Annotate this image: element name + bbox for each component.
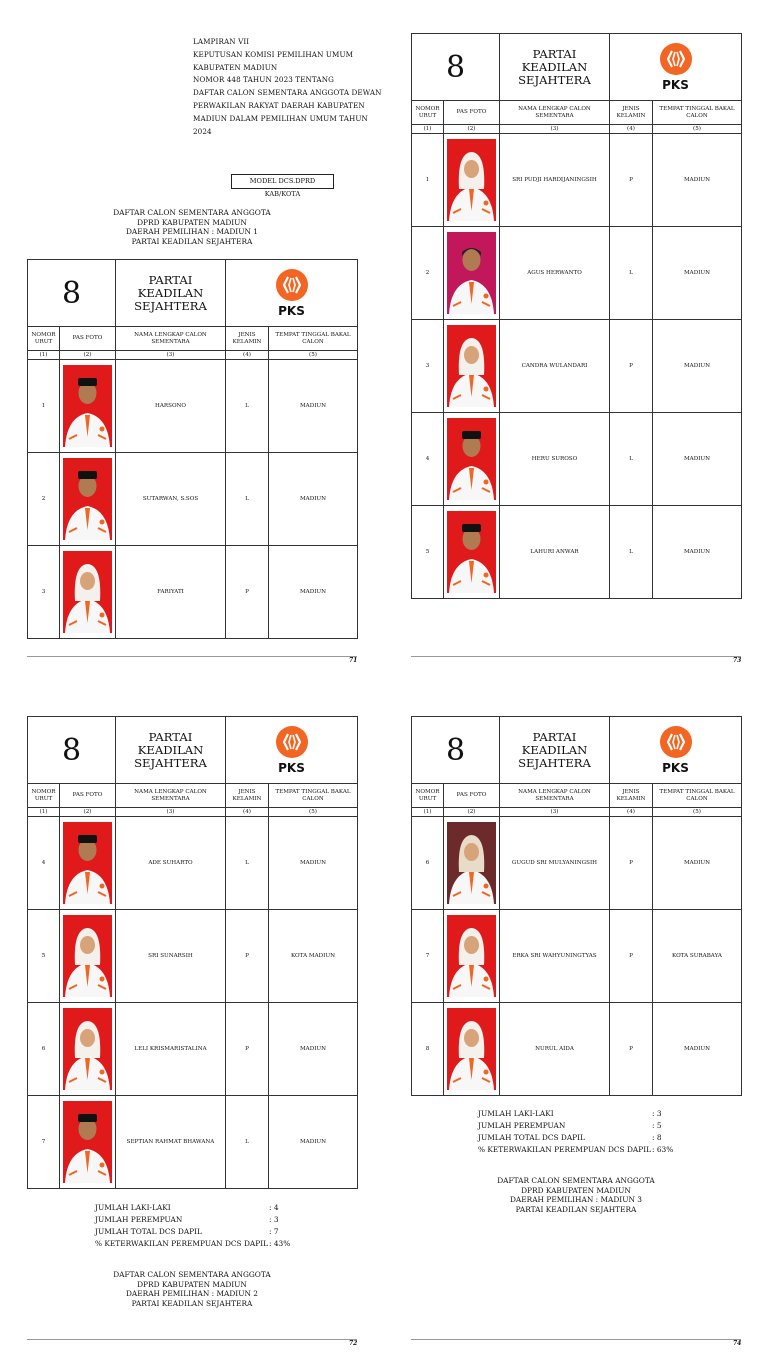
caption-line: DAERAH PEMILIHAN : MADIUN 1 [126, 227, 258, 237]
candidate-number: 7 [412, 910, 444, 1003]
candidate-gender: P [610, 320, 653, 413]
candidate-residence: KOTA MADIUN [269, 910, 358, 1003]
col-header: KELAMIN [232, 338, 262, 345]
candidate-number: 4 [412, 413, 444, 506]
header-note [193, 36, 383, 138]
caption-line: PARTAI KEADILAN SEJAHTERA [515, 1204, 637, 1214]
col-number: (5) [653, 125, 742, 134]
header-note-line: NOMOR 448 TAHUN 2023 TENTANG [193, 75, 334, 85]
header-note-line: KEPUTUSAN KOMISI PEMILIHAN UMUM [193, 49, 354, 59]
col-header: TEMPAT TINGGAL BAKAL [659, 105, 735, 112]
summary-value: : 43% [269, 1239, 291, 1248]
col-header: URUT [34, 338, 53, 345]
col-number: (1) [28, 808, 60, 817]
column-number-row [412, 125, 742, 134]
col-number: (4) [610, 125, 653, 134]
col-number: (5) [269, 808, 358, 817]
party-logo [226, 260, 358, 327]
table-row [412, 1003, 742, 1096]
table-row [28, 910, 358, 1003]
col-header: PAS FOTO [60, 784, 116, 808]
party-header-row [412, 717, 742, 784]
col-header: JENIS [238, 331, 256, 338]
summary-value: : 7 [269, 1227, 279, 1236]
summary-value: : 3 [652, 1109, 662, 1118]
table-row [412, 910, 742, 1003]
party-name [116, 274, 225, 313]
col-header: URUT [418, 112, 437, 119]
candidate-gender: P [226, 910, 269, 1003]
pks-logo-text: PKS [278, 761, 305, 775]
table-row [412, 506, 742, 599]
col-header: PAS FOTO [60, 327, 116, 351]
col-header: KELAMIN [616, 112, 646, 119]
header-note-line: PERWAKILAN RAKYAT DAERAH KABUPATEN [193, 100, 365, 110]
candidate-number: 3 [412, 320, 444, 413]
column-header-row [412, 101, 742, 125]
col-header: NOMOR [31, 788, 56, 795]
candidate-number: 1 [412, 134, 444, 227]
col-header: TEMPAT TINGGAL BAKAL [275, 331, 351, 338]
caption-line: DPRD KABUPATEN MADIUN [137, 1279, 247, 1289]
model-label: MODEL DCS.DPRD KAB/KOTA [231, 174, 334, 189]
footer-rule [411, 1339, 741, 1340]
caption-line: PARTAI KEADILAN SEJAHTERA [131, 1298, 253, 1308]
summary-dapil-3 [478, 1108, 728, 1158]
party-logo [610, 717, 742, 784]
table-row [412, 134, 742, 227]
table-row [412, 817, 742, 910]
col-number: (1) [28, 351, 60, 360]
summary-value: : 3 [269, 1215, 279, 1224]
summary-label: JUMLAH TOTAL DCS DAPIL [95, 1227, 202, 1236]
page-number: 71 [349, 657, 358, 664]
caption-dapil-1 [26, 208, 358, 246]
candidate-photo [447, 325, 496, 407]
table-row [28, 360, 358, 453]
candidate-table-dapil-3-part2 [411, 716, 742, 1096]
col-number: (3) [500, 125, 610, 134]
footer-rule [411, 656, 741, 657]
candidate-name: AGUS HERWANTO [500, 227, 610, 320]
pks-logo-text: PKS [662, 761, 689, 775]
candidate-name: LAHURI ANWAR [500, 506, 610, 599]
candidate-name: SUTARWAN, S.SOS [116, 453, 226, 546]
col-header: CALON [686, 112, 708, 119]
candidate-name: ADE SUHARTO [116, 817, 226, 910]
candidate-residence: MADIUN [653, 413, 742, 506]
footer-rule [27, 1339, 357, 1340]
col-number: (2) [60, 808, 116, 817]
table-row [28, 1096, 358, 1189]
col-header: PAS FOTO [444, 101, 500, 125]
col-header: KELAMIN [616, 795, 646, 802]
candidate-name: LELI KRISMARISTALINA [116, 1003, 226, 1096]
candidate-residence: KOTA SURABAYA [653, 910, 742, 1003]
col-number: (2) [60, 351, 116, 360]
col-header: KELAMIN [232, 795, 262, 802]
pks-logo-icon [659, 42, 693, 76]
candidate-photo [447, 511, 496, 593]
col-header: CALON [302, 338, 324, 345]
party-logo [610, 34, 742, 101]
party-header-row [28, 260, 358, 327]
candidate-number: 2 [412, 227, 444, 320]
candidate-photo [447, 822, 496, 904]
candidate-number: 7 [28, 1096, 60, 1189]
party-name-line: PARTAI KEADILAN [521, 46, 588, 74]
column-header-row [412, 784, 742, 808]
candidate-number: 3 [28, 546, 60, 639]
header-note-line: 2024 [193, 126, 212, 136]
party-number: 8 [61, 732, 82, 768]
candidate-residence: MADIUN [269, 546, 358, 639]
candidate-gender: L [226, 1096, 269, 1189]
candidate-gender: L [226, 360, 269, 453]
caption-dapil-3 [410, 1176, 742, 1214]
party-name [500, 48, 609, 87]
summary-label: JUMLAH PEREMPUAN [95, 1215, 183, 1224]
candidate-residence: MADIUN [653, 817, 742, 910]
table-row [412, 320, 742, 413]
col-number: (5) [653, 808, 742, 817]
candidate-residence: MADIUN [269, 453, 358, 546]
party-name-line: SEJAHTERA [134, 298, 207, 313]
col-number: (1) [412, 125, 444, 134]
candidate-name: CANDRA WULANDARI [500, 320, 610, 413]
candidate-residence: MADIUN [269, 360, 358, 453]
table-row [412, 413, 742, 506]
candidate-name: SEPTIAN RAHMAT BHAWANA [116, 1096, 226, 1189]
col-header: JENIS [622, 105, 640, 112]
col-number: (3) [116, 351, 226, 360]
candidate-photo [447, 1008, 496, 1090]
header-note-line: MADIUN DALAM PEMILIHAN UMUM TAHUN [193, 113, 368, 123]
candidate-photo [63, 1008, 112, 1090]
table-row [28, 453, 358, 546]
party-header-row [412, 34, 742, 101]
candidate-residence: MADIUN [653, 506, 742, 599]
column-number-row [28, 351, 358, 360]
candidate-number: 6 [412, 817, 444, 910]
caption-line: DPRD KABUPATEN MADIUN [137, 217, 247, 227]
summary-label: % KETERWAKILAN PEREMPUAN DCS DAPIL [95, 1239, 269, 1248]
caption-line: DPRD KABUPATEN MADIUN [521, 1185, 631, 1195]
table-row [28, 546, 358, 639]
summary-value: : 63% [652, 1145, 674, 1154]
candidate-photo [447, 915, 496, 997]
candidate-residence: MADIUN [653, 320, 742, 413]
candidate-gender: P [610, 134, 653, 227]
candidate-residence: MADIUN [269, 1003, 358, 1096]
candidate-name: FARIYATI [116, 546, 226, 639]
candidate-residence: MADIUN [269, 817, 358, 910]
footer-rule [27, 656, 357, 657]
header-note-line: DAFTAR CALON SEMENTARA ANGGOTA DEWAN [193, 88, 382, 98]
candidate-table-dapil-3-part1 [411, 33, 742, 599]
candidate-residence: MADIUN [653, 227, 742, 320]
party-name [116, 731, 225, 770]
page-number: 74 [733, 1340, 742, 1347]
candidate-photo [63, 915, 112, 997]
candidate-gender: P [226, 1003, 269, 1096]
caption-line: DAFTAR CALON SEMENTARA ANGGOTA [113, 208, 271, 217]
col-number: (4) [226, 351, 269, 360]
candidate-name: HERU SUROSO [500, 413, 610, 506]
col-header: CALON [302, 795, 324, 802]
col-header: NAMA LENGKAP CALON SEMENTARA [116, 784, 226, 808]
summary-label: JUMLAH LAKI-LAKI [478, 1109, 554, 1118]
col-number: (3) [116, 808, 226, 817]
candidate-number: 4 [28, 817, 60, 910]
col-header: URUT [418, 795, 437, 802]
party-name-line: SEJAHTERA [518, 755, 591, 770]
candidate-number: 6 [28, 1003, 60, 1096]
col-header: JENIS [238, 788, 256, 795]
column-number-row [412, 808, 742, 817]
summary-label: JUMLAH PEREMPUAN [478, 1121, 566, 1130]
col-header: NOMOR [31, 331, 56, 338]
pks-logo-icon [275, 725, 309, 759]
party-number: 8 [61, 275, 82, 311]
party-name-line: SEJAHTERA [134, 755, 207, 770]
col-header: TEMPAT TINGGAL BAKAL [275, 788, 351, 795]
candidate-number: 5 [412, 506, 444, 599]
table-row [412, 227, 742, 320]
col-number: (2) [444, 808, 500, 817]
col-header: NAMA LENGKAP CALON SEMENTARA [116, 327, 226, 351]
party-name-line: PARTAI KEADILAN [137, 272, 204, 300]
candidate-name: GUGUD SRI MULYANINGSIH [500, 817, 610, 910]
col-header: NAMA LENGKAP CALON SEMENTARA [500, 101, 610, 125]
pks-logo-icon [275, 268, 309, 302]
summary-label: JUMLAH LAKI-LAKI [95, 1203, 171, 1212]
caption-dapil-2 [26, 1270, 358, 1308]
candidate-number: 2 [28, 453, 60, 546]
candidate-residence: MADIUN [269, 1096, 358, 1189]
candidate-gender: P [610, 1003, 653, 1096]
col-header: NAMA LENGKAP CALON SEMENTARA [500, 784, 610, 808]
candidate-photo [447, 139, 496, 221]
caption-line: DAERAH PEMILIHAN : MADIUN 2 [126, 1289, 258, 1299]
page-number: 72 [349, 1340, 358, 1347]
party-header-row [28, 717, 358, 784]
party-name-line: PARTAI KEADILAN [137, 729, 204, 757]
caption-line: PARTAI KEADILAN SEJAHTERA [131, 236, 253, 246]
header-note-line: KABUPATEN MADIUN [193, 62, 278, 72]
summary-value: : 8 [652, 1133, 662, 1142]
summary-label: JUMLAH TOTAL DCS DAPIL [478, 1133, 585, 1142]
candidate-name: SRI PUDJI HARDIJANINGSIH [500, 134, 610, 227]
col-header: URUT [34, 795, 53, 802]
table-row [28, 1003, 358, 1096]
col-number: (5) [269, 351, 358, 360]
party-name-line: PARTAI KEADILAN [521, 729, 588, 757]
candidate-name: HARSONO [116, 360, 226, 453]
candidate-name: NURUL AIDA [500, 1003, 610, 1096]
column-number-row [28, 808, 358, 817]
candidate-photo [63, 551, 112, 633]
pks-logo-icon [659, 725, 693, 759]
column-header-row [28, 784, 358, 808]
candidate-gender: P [226, 546, 269, 639]
party-logo [226, 717, 358, 784]
col-number: (4) [226, 808, 269, 817]
candidate-photo [63, 458, 112, 540]
candidate-table-dapil-1-part2 [27, 716, 358, 1189]
pks-logo-text: PKS [662, 78, 689, 92]
col-number: (3) [500, 808, 610, 817]
column-header-row [28, 327, 358, 351]
caption-line: DAERAH PEMILIHAN : MADIUN 3 [510, 1195, 642, 1205]
candidate-number: 5 [28, 910, 60, 1003]
page-number: 73 [733, 657, 742, 664]
col-header: JENIS [622, 788, 640, 795]
pks-logo-text: PKS [278, 304, 305, 318]
candidate-number: 8 [412, 1003, 444, 1096]
col-header: NOMOR [415, 105, 440, 112]
candidate-residence: MADIUN [653, 134, 742, 227]
col-number: (2) [444, 125, 500, 134]
candidate-gender: L [610, 506, 653, 599]
candidate-name: ERKA SRI WAHYUNINGTYAS [500, 910, 610, 1003]
header-note-line: LAMPIRAN VII [193, 37, 250, 46]
summary-label: % KETERWAKILAN PEREMPUAN DCS DAPIL [478, 1145, 652, 1154]
col-header: PAS FOTO [444, 784, 500, 808]
col-number: (1) [412, 808, 444, 817]
candidate-residence: MADIUN [653, 1003, 742, 1096]
candidate-photo [63, 822, 112, 904]
candidate-gender: P [610, 910, 653, 1003]
candidate-photo [63, 1101, 112, 1183]
candidate-gender: P [610, 817, 653, 910]
summary-value: : 5 [652, 1121, 662, 1130]
caption-line: DAFTAR CALON SEMENTARA ANGGOTA [113, 1270, 271, 1279]
party-name [500, 731, 609, 770]
party-number: 8 [445, 49, 466, 85]
candidate-gender: L [610, 413, 653, 506]
party-name-line: SEJAHTERA [518, 72, 591, 87]
candidate-gender: L [610, 227, 653, 320]
candidate-number: 1 [28, 360, 60, 453]
candidate-photo [447, 232, 496, 314]
summary-dapil-1 [95, 1202, 345, 1252]
candidate-gender: L [226, 817, 269, 910]
summary-value: : 4 [269, 1203, 279, 1212]
col-header: TEMPAT TINGGAL BAKAL [659, 788, 735, 795]
candidate-photo [63, 365, 112, 447]
col-header: CALON [686, 795, 708, 802]
party-number: 8 [445, 732, 466, 768]
candidate-name: SRI SUNARSIH [116, 910, 226, 1003]
candidate-gender: L [226, 453, 269, 546]
col-header: NOMOR [415, 788, 440, 795]
col-number: (4) [610, 808, 653, 817]
candidate-photo [447, 418, 496, 500]
caption-line: DAFTAR CALON SEMENTARA ANGGOTA [497, 1176, 655, 1185]
table-row [28, 817, 358, 910]
candidate-table-dapil-1 [27, 259, 358, 639]
